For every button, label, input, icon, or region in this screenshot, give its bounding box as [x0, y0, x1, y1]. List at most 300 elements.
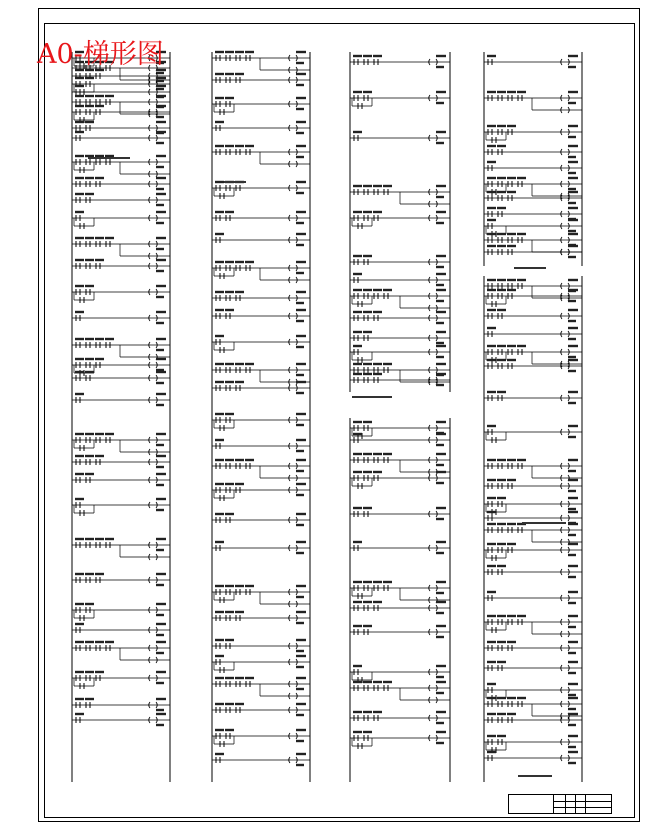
contact-label	[75, 393, 84, 395]
contact-label	[245, 363, 254, 365]
contact-label	[487, 245, 496, 247]
coil-label	[296, 97, 306, 99]
contact-label	[85, 177, 94, 179]
coil-label	[156, 473, 166, 475]
coil-address	[568, 436, 576, 438]
coil-address	[296, 650, 304, 652]
contact-label	[85, 193, 94, 195]
contact-label	[363, 91, 372, 93]
coil-label	[436, 711, 446, 713]
coil-address	[156, 484, 164, 486]
coil-address	[568, 320, 576, 322]
contact-label	[85, 641, 94, 643]
contact-label	[215, 363, 224, 365]
coil-address	[436, 518, 444, 520]
coil-label	[568, 479, 578, 481]
contact-label	[235, 677, 244, 679]
coil-label	[568, 565, 578, 567]
coil-label	[436, 421, 446, 423]
contact-label	[383, 581, 392, 583]
coil-address	[156, 88, 164, 90]
contact-label	[235, 363, 244, 365]
contact-label	[487, 697, 496, 699]
contact-label	[497, 233, 506, 235]
contact-label	[507, 615, 516, 617]
contact-label	[383, 363, 392, 365]
contact-label	[487, 55, 496, 57]
contact-label	[517, 177, 526, 179]
contact-label	[235, 145, 244, 147]
contact-label	[215, 121, 224, 123]
contact-label	[487, 359, 496, 361]
contact-label	[215, 439, 224, 441]
coil-label	[436, 681, 446, 683]
contact-label	[507, 125, 516, 127]
coil-address	[156, 509, 164, 511]
contact-label	[497, 479, 506, 481]
coil-label	[568, 219, 578, 221]
coil-label	[568, 615, 578, 617]
coil-label	[296, 181, 306, 183]
contact-label	[225, 381, 234, 383]
contact-label	[487, 289, 496, 291]
coil-label	[568, 661, 578, 663]
contact-label	[235, 611, 244, 613]
contact-label	[95, 259, 104, 261]
coil-label	[436, 731, 446, 733]
contact-label	[225, 51, 234, 53]
contact-label	[517, 615, 526, 617]
coil-label	[568, 145, 578, 147]
contact-label	[235, 483, 244, 485]
coil-label	[568, 523, 578, 525]
contact-label	[95, 338, 104, 340]
coil-address	[156, 584, 164, 586]
contact-label	[497, 615, 506, 617]
coil-address	[156, 270, 164, 272]
coil-address	[156, 466, 164, 468]
coil-label	[156, 671, 166, 673]
coil-address	[568, 534, 576, 536]
coil-address	[296, 740, 304, 742]
contact-label	[105, 155, 114, 157]
contact-label	[245, 585, 254, 587]
contact-label	[373, 311, 382, 313]
coil-label	[296, 513, 306, 515]
coil-label	[436, 601, 446, 603]
coil-label	[296, 73, 306, 75]
contact-label	[497, 191, 506, 193]
contact-label	[487, 683, 496, 685]
coil-address	[296, 222, 304, 224]
contact-label	[75, 105, 84, 107]
coil-address	[436, 142, 444, 144]
contact-label	[85, 698, 94, 700]
contact-label	[353, 289, 362, 291]
section-caption	[522, 522, 566, 524]
coil-address	[156, 724, 164, 726]
contact-label	[507, 713, 516, 715]
contact-label	[507, 191, 516, 193]
coil-address	[436, 464, 444, 466]
contact-label	[497, 289, 506, 291]
coil-address	[568, 746, 576, 748]
contact-label	[497, 145, 506, 147]
coil-label	[296, 51, 306, 53]
coil-label	[156, 105, 166, 107]
coil-label	[436, 211, 446, 213]
contact-label	[363, 311, 372, 313]
coil-address	[156, 222, 164, 224]
contact-label	[225, 145, 234, 147]
contact-label	[353, 681, 362, 683]
coil-address	[568, 230, 576, 232]
coil-label	[156, 211, 166, 213]
coil-address	[156, 248, 164, 250]
contact-label	[363, 507, 372, 509]
coil-label	[568, 207, 578, 209]
contact-label	[517, 697, 526, 699]
coil-label	[296, 413, 306, 415]
contact-label	[487, 713, 496, 715]
coil-address	[156, 80, 164, 82]
coil-label	[156, 95, 166, 97]
contact-label	[363, 625, 372, 627]
contact-label	[225, 291, 234, 293]
coil-address	[436, 636, 444, 638]
coil-address	[568, 338, 576, 340]
contact-label	[225, 261, 234, 263]
coil-address	[568, 652, 576, 654]
contact-label	[507, 641, 516, 643]
contact-label	[105, 641, 114, 643]
coil-label	[436, 665, 446, 667]
coil-address	[436, 676, 444, 678]
contact-label	[245, 261, 254, 263]
coil-label	[436, 541, 446, 543]
contact-label	[497, 177, 506, 179]
coil-address	[568, 172, 576, 174]
contact-label	[487, 615, 496, 617]
contact-label	[225, 73, 234, 75]
contact-label	[85, 573, 94, 575]
contact-label	[353, 471, 362, 473]
contact-label	[75, 237, 84, 239]
coil-label	[156, 393, 166, 395]
contact-label	[383, 453, 392, 455]
contact-label	[95, 433, 104, 435]
coil-label	[436, 345, 446, 347]
contact-label	[215, 459, 224, 461]
coil-address	[156, 634, 164, 636]
contact-label	[507, 523, 516, 525]
contact-label	[75, 259, 84, 261]
coil-address	[296, 244, 304, 246]
contact-label	[497, 641, 506, 643]
contact-label	[487, 161, 496, 163]
contact-label	[487, 125, 496, 127]
coil-label	[568, 713, 578, 715]
coil-label	[156, 121, 166, 123]
contact-label	[353, 91, 362, 93]
contact-label	[215, 335, 224, 337]
contact-label	[497, 697, 506, 699]
coil-address	[568, 300, 576, 302]
coil-address	[296, 494, 304, 496]
coil-address	[436, 384, 444, 386]
contact-label	[215, 261, 224, 263]
coil-address	[296, 62, 304, 64]
contact-label	[75, 211, 84, 213]
coil-label	[296, 459, 306, 461]
coil-label	[296, 121, 306, 123]
coil-label	[156, 338, 166, 340]
contact-label	[85, 358, 94, 360]
contact-label	[507, 459, 516, 461]
contact-label	[487, 279, 496, 281]
contact-label	[215, 309, 224, 311]
coil-address	[568, 576, 576, 578]
contact-label	[105, 95, 114, 97]
coil-address	[436, 102, 444, 104]
contact-label	[497, 543, 506, 545]
coil-label	[156, 131, 166, 133]
contact-label	[225, 677, 234, 679]
coil-label	[568, 425, 578, 427]
contact-label	[75, 95, 84, 97]
contact-label	[225, 211, 234, 213]
contact-label	[353, 363, 362, 365]
coil-address	[296, 688, 304, 690]
contact-label	[497, 245, 506, 247]
contact-label	[507, 345, 516, 347]
coil-label	[156, 713, 166, 715]
contact-label	[497, 391, 506, 393]
contact-label	[75, 177, 84, 179]
contact-label	[373, 453, 382, 455]
coil-label	[156, 237, 166, 239]
contact-label	[353, 541, 362, 543]
coil-address	[296, 320, 304, 322]
contact-label	[487, 233, 496, 235]
contact-label	[363, 363, 372, 365]
contact-label	[215, 541, 224, 543]
coil-address	[156, 652, 164, 654]
contact-label	[363, 601, 372, 603]
contact-label	[235, 261, 244, 263]
coil-address	[296, 192, 304, 194]
contact-label	[353, 345, 362, 347]
contact-label	[497, 565, 506, 567]
contact-label	[85, 455, 94, 457]
contact-label	[245, 677, 254, 679]
contact-label	[383, 289, 392, 291]
coil-label	[568, 55, 578, 57]
coil-label	[156, 371, 166, 373]
contact-label	[487, 641, 496, 643]
coil-address	[156, 296, 164, 298]
coil-address	[156, 382, 164, 384]
coil-label	[568, 543, 578, 545]
contact-label	[95, 105, 104, 107]
contact-label	[353, 185, 362, 187]
coil-address	[568, 470, 576, 472]
coil-label	[296, 309, 306, 311]
contact-label	[507, 177, 516, 179]
contact-label	[95, 538, 104, 540]
contact-label	[95, 155, 104, 157]
contact-label	[105, 338, 114, 340]
coil-label	[436, 625, 446, 627]
contact-label	[487, 523, 496, 525]
contact-label	[85, 121, 94, 123]
coil-label	[156, 623, 166, 625]
coil-label	[156, 285, 166, 287]
contact-label	[215, 97, 224, 99]
coil-label	[156, 77, 166, 79]
section-caption	[514, 267, 546, 269]
coil-address	[436, 612, 444, 614]
coil-address	[436, 692, 444, 694]
coil-address	[156, 116, 164, 118]
coil-address	[156, 444, 164, 446]
coil-address	[568, 508, 576, 510]
contact-label	[497, 345, 506, 347]
coil-address	[436, 322, 444, 324]
coil-label	[156, 498, 166, 500]
coil-label	[296, 639, 306, 641]
coil-label	[436, 91, 446, 93]
coil-address	[296, 424, 304, 426]
contact-label	[75, 433, 84, 435]
contact-label	[517, 279, 526, 281]
contact-label	[497, 91, 506, 93]
contact-label	[235, 51, 244, 53]
contact-label	[245, 51, 254, 53]
contact-label	[497, 523, 506, 525]
contact-label	[225, 611, 234, 613]
coil-address	[436, 342, 444, 344]
contact-label	[235, 703, 244, 705]
contact-label	[373, 471, 382, 473]
coil-label	[156, 358, 166, 360]
contact-label	[487, 543, 496, 545]
coil-label	[568, 233, 578, 235]
contact-label	[363, 731, 372, 733]
coil-address	[436, 592, 444, 594]
coil-label	[436, 289, 446, 291]
coil-label	[568, 125, 578, 127]
contact-label	[363, 55, 372, 57]
contact-label	[225, 483, 234, 485]
contact-label	[75, 358, 84, 360]
contact-label	[95, 573, 104, 575]
coil-address	[568, 672, 576, 674]
contact-label	[497, 459, 506, 461]
contact-label	[245, 459, 254, 461]
coil-address	[296, 374, 304, 376]
contact-label	[85, 77, 94, 79]
contact-label	[95, 641, 104, 643]
coil-address	[436, 300, 444, 302]
coil-address	[296, 622, 304, 624]
contact-label	[75, 623, 84, 625]
contact-label	[75, 338, 84, 340]
contact-label	[95, 95, 104, 97]
contact-label	[363, 421, 372, 423]
contact-label	[353, 255, 362, 257]
coil-label	[296, 233, 306, 235]
coil-label	[296, 677, 306, 679]
contact-label	[373, 581, 382, 583]
contact-label	[487, 391, 496, 393]
contact-label	[75, 455, 84, 457]
coil-address	[568, 256, 576, 258]
coil-address	[296, 596, 304, 598]
coil-label	[156, 85, 166, 87]
contact-label	[225, 413, 234, 415]
coil-address	[296, 470, 304, 472]
contact-label	[373, 211, 382, 213]
coil-address	[156, 166, 164, 168]
contact-label	[225, 363, 234, 365]
coil-label	[436, 131, 446, 133]
coil-label	[568, 497, 578, 499]
contact-label	[517, 459, 526, 461]
contact-label	[215, 639, 224, 641]
contact-label	[75, 641, 84, 643]
contact-label	[215, 51, 224, 53]
contact-label	[507, 697, 516, 699]
contact-label	[85, 433, 94, 435]
coil-address	[568, 402, 576, 404]
coil-address	[568, 102, 576, 104]
contact-label	[487, 459, 496, 461]
contact-label	[487, 91, 496, 93]
contact-label	[487, 177, 496, 179]
section-caption	[518, 775, 552, 777]
coil-label	[436, 311, 446, 313]
contact-label	[353, 131, 362, 133]
coil-address	[156, 322, 164, 324]
contact-label	[85, 538, 94, 540]
coil-label	[296, 381, 306, 383]
contact-label	[353, 601, 362, 603]
coil-address	[436, 444, 444, 446]
coil-address	[436, 482, 444, 484]
contact-label	[373, 681, 382, 683]
contact-label	[85, 338, 94, 340]
contact-label	[507, 245, 516, 247]
contact-label	[487, 345, 496, 347]
contact-label	[373, 289, 382, 291]
contact-label	[487, 327, 496, 329]
coil-address	[296, 346, 304, 348]
contact-label	[215, 513, 224, 515]
contact-label	[353, 731, 362, 733]
contact-label	[235, 291, 244, 293]
contact-label	[383, 681, 392, 683]
coil-address	[296, 666, 304, 668]
contact-label	[215, 703, 224, 705]
contact-label	[487, 735, 496, 737]
coil-address	[296, 156, 304, 158]
contact-label	[353, 55, 362, 57]
contact-label	[225, 513, 234, 515]
contact-label	[215, 729, 224, 731]
contact-label	[235, 585, 244, 587]
coil-label	[436, 507, 446, 509]
